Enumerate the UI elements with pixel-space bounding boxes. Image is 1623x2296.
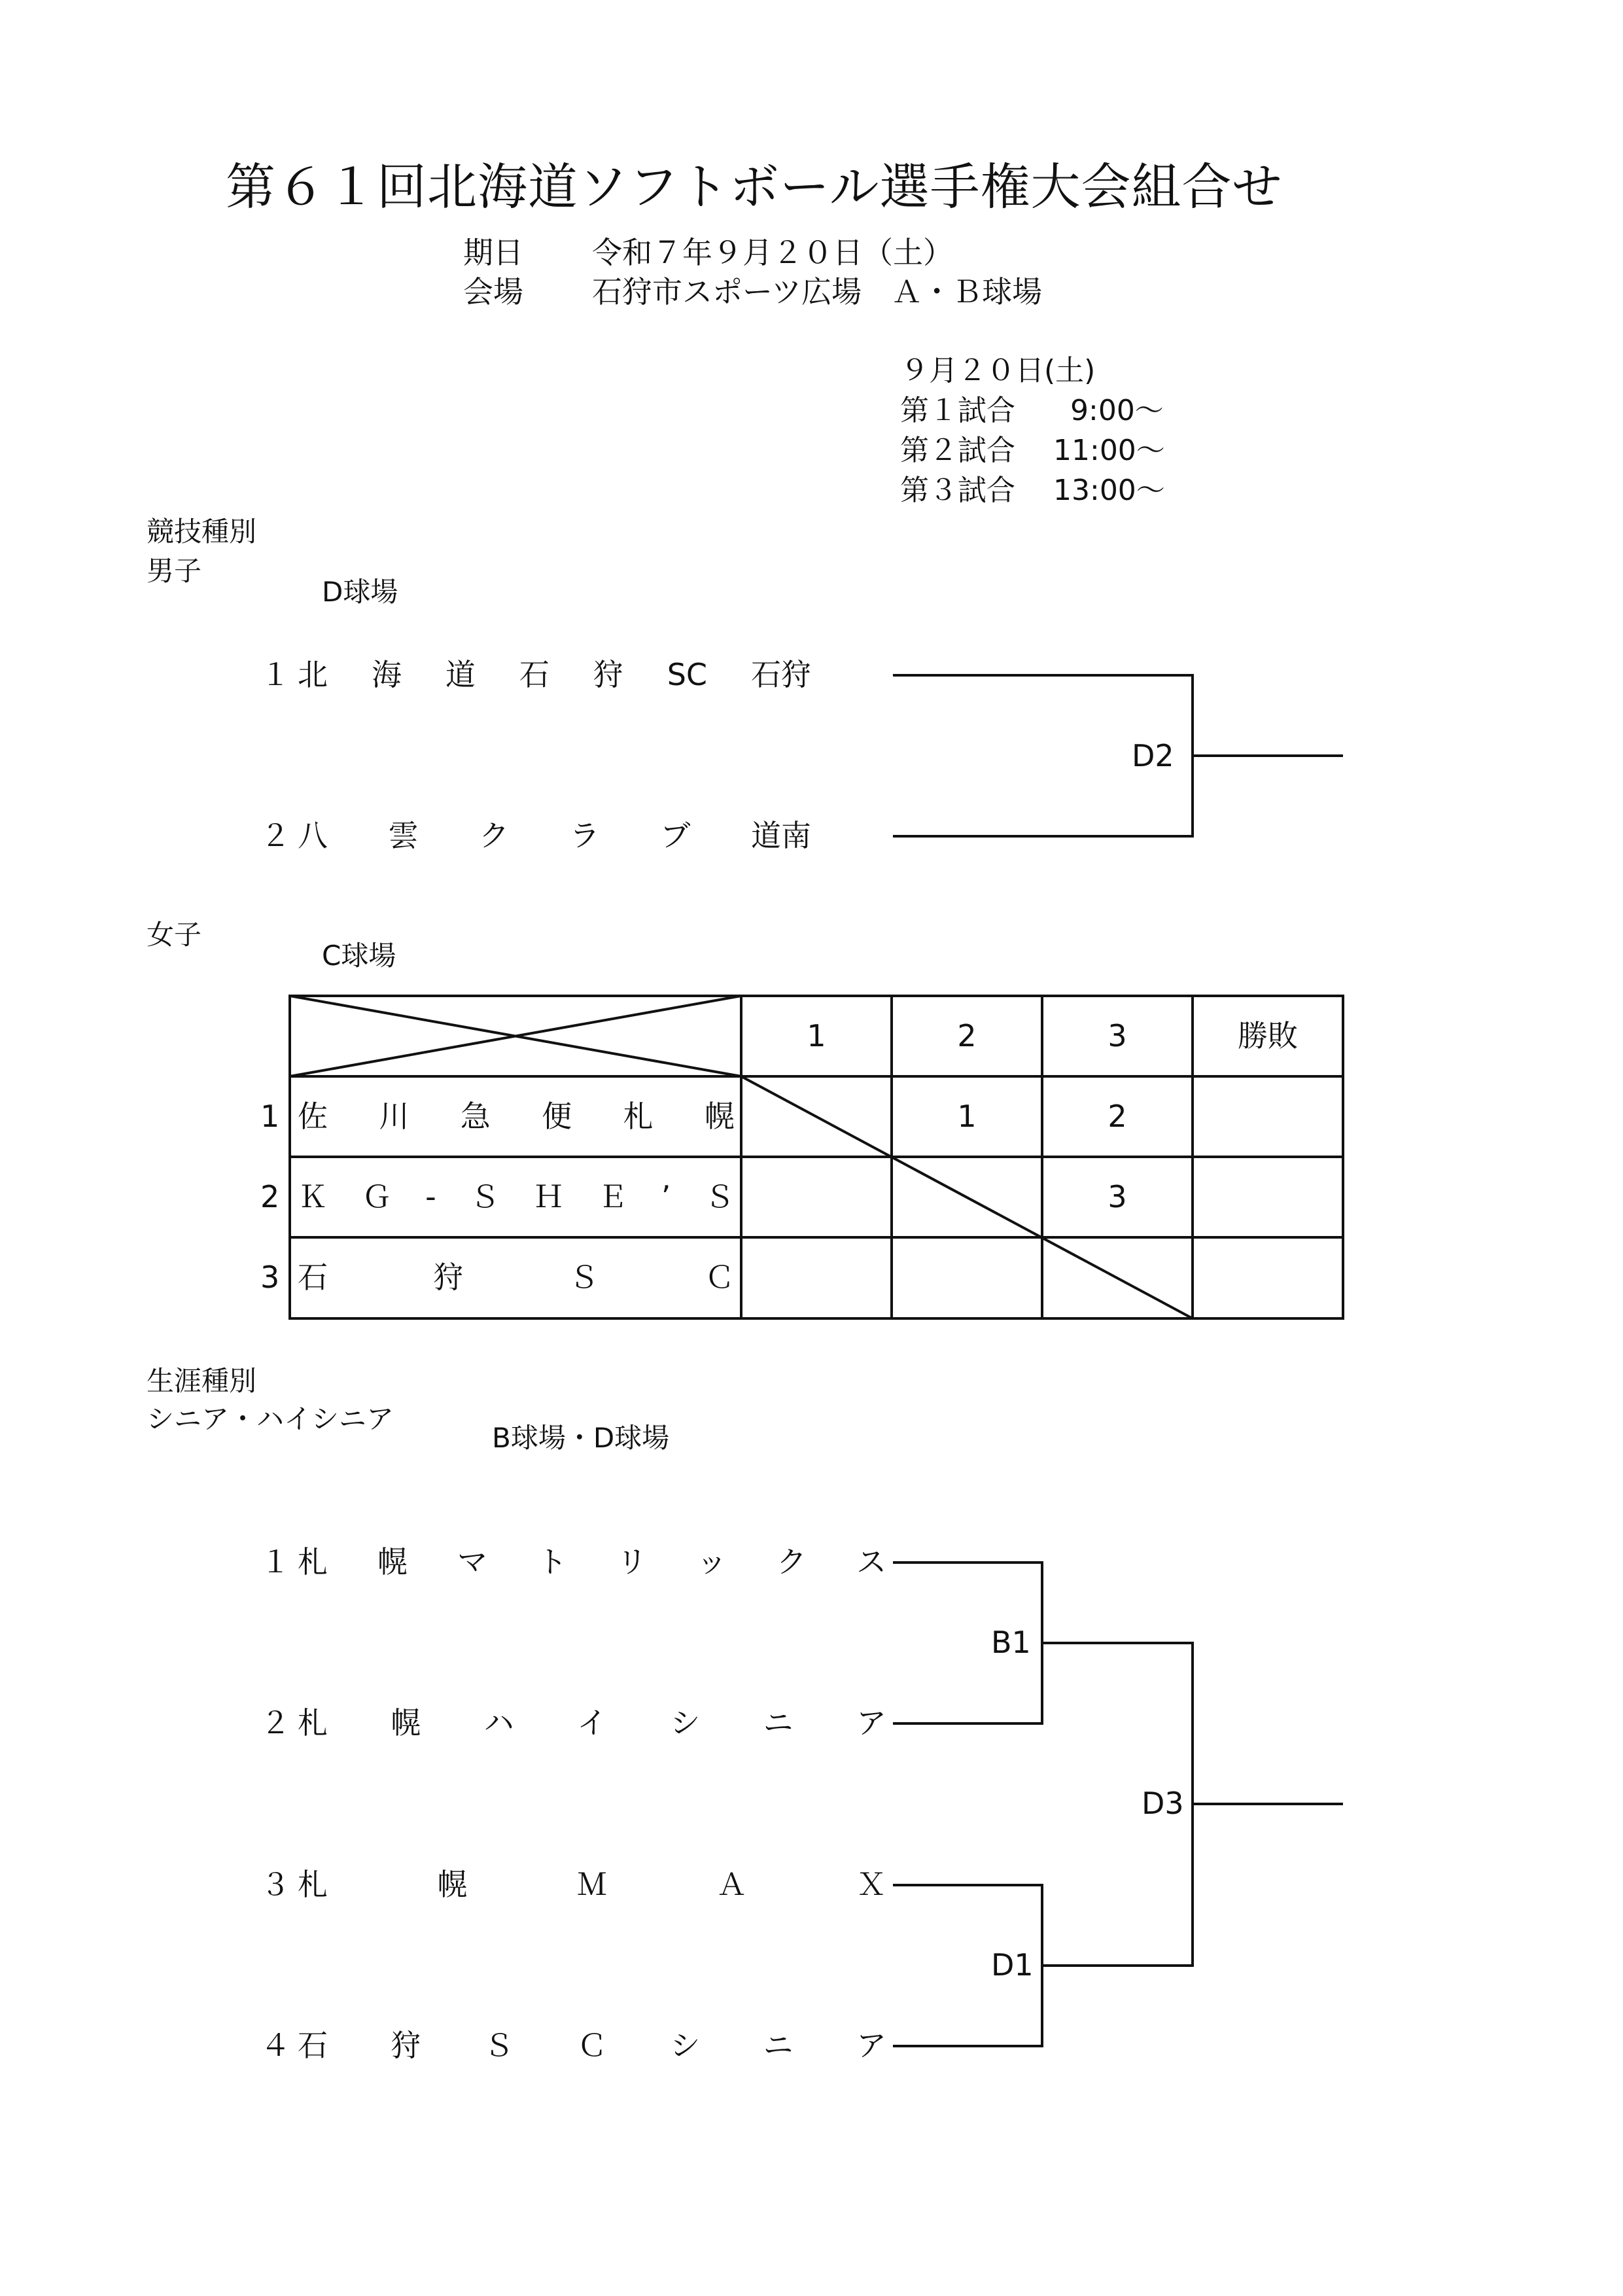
senior-final-label: D3 xyxy=(1142,1786,1184,1821)
char: ア xyxy=(856,2028,886,2063)
char: リ xyxy=(617,1544,647,1580)
char: 石 xyxy=(298,1260,328,1295)
char: 札 xyxy=(623,1099,654,1134)
char: ッ xyxy=(697,1544,727,1580)
char: 海 xyxy=(371,657,402,692)
char: Ｍ xyxy=(577,1867,607,1902)
char: ハ xyxy=(483,1705,514,1740)
char: 八 xyxy=(298,818,328,853)
char: Ｈ xyxy=(533,1179,564,1214)
char: 幌 xyxy=(391,1705,421,1740)
char: 狩 xyxy=(433,1260,464,1295)
char: - xyxy=(425,1179,436,1214)
char: Ｓ xyxy=(483,2028,514,2063)
char: 石 xyxy=(298,2028,328,2063)
senior-final-bracket xyxy=(1042,1643,1193,1966)
date-label: 期日 xyxy=(463,235,523,270)
men-team-2-no: ２ xyxy=(260,818,290,853)
char: Ｘ xyxy=(856,1867,886,1902)
men-team-1-no: １ xyxy=(260,657,290,692)
char: 急 xyxy=(460,1099,491,1134)
char: 札 xyxy=(298,1544,328,1580)
senior-semi2-bracket xyxy=(893,1885,1042,2046)
char: 幌 xyxy=(377,1544,408,1580)
char: 川 xyxy=(379,1099,410,1134)
schedule-game-3-time: 13:00～ xyxy=(1053,474,1165,507)
senior-semi2-label: D1 xyxy=(991,1947,1034,1983)
senior-semi1-bracket xyxy=(893,1563,1042,1723)
men-match-label: D2 xyxy=(1132,738,1174,773)
team-region: 道南 xyxy=(750,818,811,853)
lifelong-category: 生涯種別 xyxy=(147,1365,257,1397)
char: 道 xyxy=(445,657,476,692)
char: Ｃ xyxy=(576,2028,607,2063)
schedule-game-2-label: 第２試合 xyxy=(900,434,1015,467)
women-row-1-no: 1 xyxy=(260,1099,280,1134)
lifelong-field: B球場・D球場 xyxy=(492,1422,670,1454)
char: 便 xyxy=(542,1099,572,1134)
char: Ｓ xyxy=(470,1179,500,1214)
senior-semi1-label: B1 xyxy=(991,1625,1031,1660)
page-title: 第６１回北海道ソフトボール選手権大会組合せ xyxy=(226,158,1283,216)
char: ブ xyxy=(660,818,691,853)
char: 幌 xyxy=(437,1867,468,1902)
schedule-game-3-label: 第３試合 xyxy=(900,474,1015,507)
char: 札 xyxy=(298,1705,328,1740)
table-header-1: 1 xyxy=(807,1018,826,1053)
date-value: 令和７年９月２０日（土） xyxy=(592,235,953,270)
char: 石 xyxy=(519,657,550,692)
schedule-game-1-time: 9:00～ xyxy=(1070,394,1164,427)
senior-team-3-no: ３ xyxy=(260,1867,290,1902)
lifelong-label: シニア・ハイシニア xyxy=(147,1403,394,1435)
men-bracket xyxy=(893,675,1193,836)
senior-team-1-no: １ xyxy=(260,1544,290,1580)
char: ニ xyxy=(763,2028,794,2063)
table-header-2: 2 xyxy=(957,1018,977,1053)
char: 狩 xyxy=(391,2028,421,2063)
char: ’ xyxy=(661,1179,671,1214)
char: Ｃ xyxy=(704,1260,735,1295)
char: 佐 xyxy=(298,1099,328,1134)
char: Ｓ xyxy=(704,1179,735,1214)
senior-team-4-no: ４ xyxy=(260,2028,290,2063)
char: イ xyxy=(576,1705,607,1740)
char: SC xyxy=(667,657,708,692)
schedule-game-1-label: 第１試合 xyxy=(900,394,1015,427)
char: ア xyxy=(856,1705,886,1740)
char: ス xyxy=(856,1544,886,1580)
table-header-3: 3 xyxy=(1108,1018,1127,1053)
women-row-1-cell-2: 1 xyxy=(957,1099,977,1134)
competition-category: 競技種別 xyxy=(147,516,257,548)
char: Ｓ xyxy=(568,1260,599,1295)
women-row-2-no: 2 xyxy=(260,1179,280,1214)
char: Ａ xyxy=(716,1867,747,1902)
team-region: 石狩 xyxy=(750,657,811,692)
char: Ｇ xyxy=(361,1179,392,1214)
char: ニ xyxy=(763,1705,794,1740)
char: ク xyxy=(479,818,510,853)
women-row-3-no: 3 xyxy=(260,1260,280,1295)
men-field: D球場 xyxy=(322,576,398,608)
char: Ｋ xyxy=(298,1179,328,1214)
char: シ xyxy=(670,2028,701,2063)
men-label: 男子 xyxy=(147,555,202,587)
venue-label: 会場 xyxy=(463,274,523,309)
char: ト xyxy=(537,1544,567,1580)
char: マ xyxy=(457,1544,487,1580)
schedule-day: ９月２０日(土) xyxy=(900,354,1096,387)
char: 幌 xyxy=(704,1099,735,1134)
table-header-record: 勝敗 xyxy=(1238,1018,1298,1053)
char: Ｅ xyxy=(597,1179,628,1214)
venue-value: 石狩市スポーツ広場 Ａ・Ｂ球場 xyxy=(592,274,1043,309)
women-row-1-cell-3: 2 xyxy=(1108,1099,1127,1134)
char: ク xyxy=(777,1544,807,1580)
table-self-diagonal xyxy=(741,1076,1193,1318)
women-field: C球場 xyxy=(322,940,396,972)
women-row-2-cell-3: 3 xyxy=(1108,1179,1127,1214)
char: 狩 xyxy=(593,657,623,692)
char: シ xyxy=(670,1705,701,1740)
char: 北 xyxy=(298,657,328,692)
char: 雲 xyxy=(388,818,419,853)
char: 札 xyxy=(298,1867,328,1902)
char: ラ xyxy=(569,818,600,853)
senior-team-2-no: ２ xyxy=(260,1705,290,1740)
schedule-game-2-time: 11:00～ xyxy=(1053,434,1165,467)
women-label: 女子 xyxy=(147,919,202,951)
